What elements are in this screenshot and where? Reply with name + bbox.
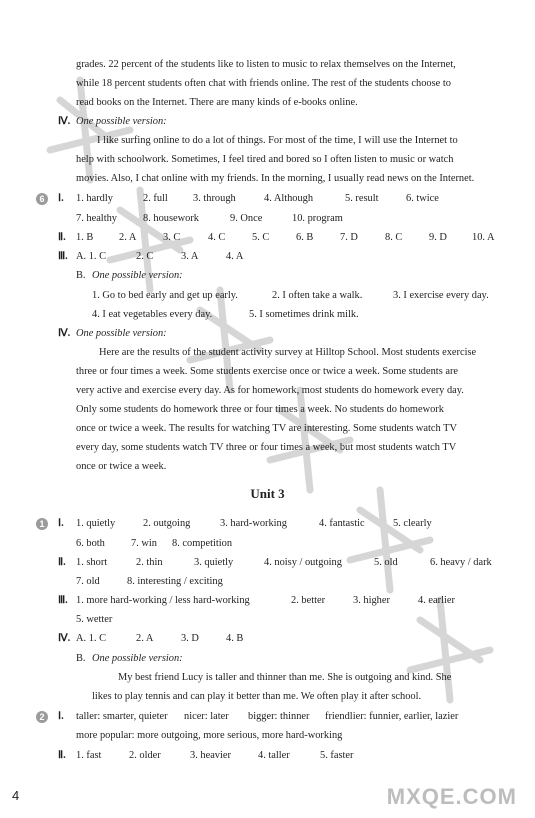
paragraph-line: Here are the results of the student activity survey at Hilltop School. Most students exercise bbox=[99, 347, 477, 358]
answer-item: 2. I often take a walk. bbox=[272, 290, 363, 301]
paragraph-line: every day, some students watch TV three or four times a week, but most students watch TV bbox=[76, 442, 457, 453]
hint-text: One possible version: bbox=[92, 653, 183, 664]
section-label: Ⅳ. bbox=[58, 633, 71, 644]
answer-item: 3. heavier bbox=[190, 750, 231, 761]
answer-item: 5. result bbox=[345, 193, 379, 204]
answer-item: 4. earlier bbox=[418, 595, 455, 606]
answer-item: 2. C bbox=[136, 251, 154, 262]
answer-item: 1. fast bbox=[76, 750, 102, 761]
answer-item: 3. quietly bbox=[194, 557, 234, 568]
answer-item: 4. A bbox=[226, 251, 244, 262]
answer-item: 3. higher bbox=[353, 595, 390, 606]
paragraph-line: help with schoolwork. Sometimes, I feel tired and bored so I often listen to music or watch bbox=[76, 154, 454, 165]
answer-item: 4. B bbox=[226, 633, 244, 644]
answer-item: 5. I sometimes drink milk. bbox=[249, 309, 359, 320]
answer-item: 4. Although bbox=[264, 193, 314, 204]
answer-item: 4. fantastic bbox=[319, 518, 365, 529]
paragraph-line: likes to play tennis and can play it better than me. We often play it after school. bbox=[92, 691, 422, 702]
paragraph-line: grades. 22 percent of the students like to listen to music to relax themselves on the Internet, bbox=[76, 59, 456, 70]
section-label: Ⅱ. bbox=[58, 750, 66, 761]
answer-item: 10. program bbox=[292, 213, 343, 224]
answer-item: 2. better bbox=[291, 595, 326, 606]
hint-text: One possible version: bbox=[76, 116, 167, 127]
section-label: Ⅰ. bbox=[58, 711, 64, 722]
lesson-number-badge: 2 bbox=[36, 711, 48, 723]
answer-item: bigger: thinner bbox=[248, 711, 310, 722]
paragraph-line: read books on the Internet. There are many kinds of e-books online. bbox=[76, 97, 358, 108]
lesson-number-badge: 1 bbox=[36, 518, 48, 530]
hint-text: One possible version: bbox=[92, 270, 183, 281]
answer-item: 1. more hard-working / less hard-working bbox=[76, 595, 250, 606]
answer-item: friendlier: funnier, earlier, lazier bbox=[325, 711, 459, 722]
answer-item: 4. I eat vegetables every day. bbox=[92, 309, 213, 320]
paragraph-line: three or four times a week. Some students exercise once or twice a week. Some students are bbox=[76, 366, 459, 377]
paragraph-line: very active and exercise every day. As for homework, most students do homework every day. bbox=[76, 385, 464, 396]
section-label: Ⅱ. bbox=[58, 232, 66, 243]
paragraph-line: My best friend Lucy is taller and thinner than me. She is outgoing and kind. She bbox=[118, 672, 452, 683]
lesson-number-badge: 6 bbox=[36, 193, 48, 205]
answer-item: 2. thin bbox=[136, 557, 163, 568]
answer-item: 6. twice bbox=[406, 193, 439, 204]
answer-item: 6. B bbox=[296, 232, 314, 243]
answer-item: 7. win bbox=[131, 538, 157, 549]
answer-item: 3. C bbox=[163, 232, 181, 243]
answer-item: 2. outgoing bbox=[143, 518, 191, 529]
answer-item: A. 1. C bbox=[76, 633, 107, 644]
section-label: Ⅲ. bbox=[58, 251, 68, 262]
unit-heading: Unit 3 bbox=[250, 486, 285, 501]
paragraph-line: I like surfing online to do a lot of things. For most of the time, I will use the Internet to bbox=[97, 135, 458, 146]
section-label: Ⅱ. bbox=[58, 557, 66, 568]
answer-item: 1. B bbox=[76, 232, 94, 243]
answer-item: 6. heavy / dark bbox=[430, 557, 492, 568]
answer-item: 1. Go to bed early and get up early. bbox=[92, 290, 238, 301]
answer-item: 1. hardly bbox=[76, 193, 113, 204]
answer-item: 1. quietly bbox=[76, 518, 116, 529]
answer-item: 2. A bbox=[136, 633, 154, 644]
answer-item: 3. D bbox=[181, 633, 199, 644]
answer-item: 2. A bbox=[119, 232, 137, 243]
section-label: B. bbox=[76, 653, 86, 664]
section-label: Ⅳ. bbox=[58, 116, 71, 127]
hint-text: One possible version: bbox=[76, 328, 167, 339]
answer-item: 5. faster bbox=[320, 750, 354, 761]
answer-item: more popular: more outgoing, more serious, more hard-working bbox=[76, 730, 343, 741]
answer-item: 5. clearly bbox=[393, 518, 432, 529]
answer-item: A. 1. C bbox=[76, 251, 107, 262]
answer-item: 5. wetter bbox=[76, 614, 113, 625]
paragraph-line: movies. Also, I chat online with my friends. In the morning, I usually read news on the Internet. bbox=[76, 173, 475, 184]
answer-item: 8. housework bbox=[143, 213, 199, 224]
answer-item: 6. both bbox=[76, 538, 105, 549]
answer-item: 3. A bbox=[181, 251, 199, 262]
paragraph-line: Only some students do homework three or four times a week. No students do homework bbox=[76, 404, 444, 415]
answer-item: 2. full bbox=[143, 193, 168, 204]
answer-item: nicer: later bbox=[184, 711, 229, 722]
paragraph-line: while 18 percent students often chat with friends online. The rest of the students choose to bbox=[76, 78, 451, 89]
answer-item: 8. interesting / exciting bbox=[127, 576, 223, 587]
answer-item: 4. noisy / outgoing bbox=[264, 557, 342, 568]
answer-item: 5. C bbox=[252, 232, 270, 243]
answer-item: 3. I exercise every day. bbox=[393, 290, 489, 301]
answer-item: 8. competition bbox=[172, 538, 233, 549]
answer-item: 4. C bbox=[208, 232, 226, 243]
answer-item: 3. hard-working bbox=[220, 518, 287, 529]
answer-item: 1. short bbox=[76, 557, 108, 568]
paragraph-line: once or twice a week. The results for watching TV are interesting. Some students watch TV bbox=[76, 423, 457, 434]
paragraph-line: once or twice a week. bbox=[76, 461, 167, 472]
answer-item: taller: smarter, quieter bbox=[76, 711, 168, 722]
answer-item: 9. Once bbox=[230, 213, 263, 224]
answer-item: 7. old bbox=[76, 576, 100, 587]
section-label: Ⅲ. bbox=[58, 595, 68, 606]
answer-item: 9. D bbox=[429, 232, 447, 243]
answer-item: 8. C bbox=[385, 232, 403, 243]
answer-item: 2. older bbox=[129, 750, 161, 761]
section-label: Ⅰ. bbox=[58, 193, 64, 204]
answer-item: 7. D bbox=[340, 232, 358, 243]
answer-item: 10. A bbox=[472, 232, 495, 243]
section-label: B. bbox=[76, 270, 86, 281]
section-label: Ⅰ. bbox=[58, 518, 64, 529]
site-watermark: MXQE.COM bbox=[386, 784, 517, 809]
answer-item: 7. healthy bbox=[76, 213, 117, 224]
answer-item: 5. old bbox=[374, 557, 398, 568]
answer-item: 3. through bbox=[193, 193, 236, 204]
section-label: Ⅳ. bbox=[58, 328, 71, 339]
answer-item: 4. taller bbox=[258, 750, 290, 761]
page-number: 4 bbox=[12, 788, 20, 803]
